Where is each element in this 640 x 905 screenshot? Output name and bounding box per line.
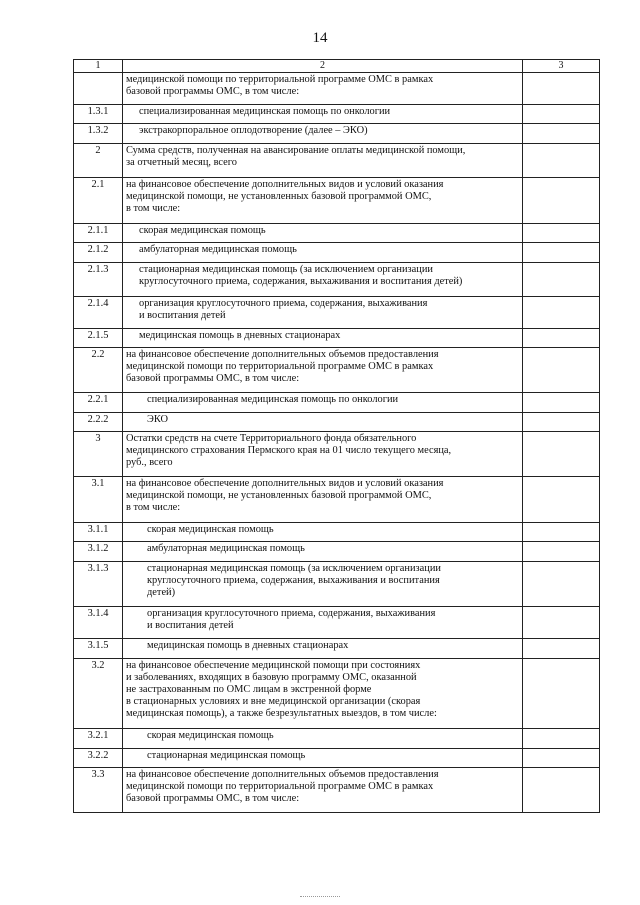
row-description: организация круглосуточного приема, содержания, выхаживания и воспитания детей [123,607,523,639]
row-value [523,297,600,329]
table-row [74,393,600,413]
column-header-3: 3 [523,60,600,73]
row-number: 3.3 [74,768,123,813]
page-number: 14 [312,30,328,46]
table-row [74,542,600,562]
table-row [74,749,600,768]
row-value [523,144,600,178]
row-description: организация круглосуточного приема, содержания, выхаживания и воспитания детей [123,297,523,329]
row-number: 3.2 [74,659,123,729]
row-value [523,329,600,348]
row-description: на финансовое обеспечение медицинской помощи при состояниях и заболеваниях, входящих в базовую программу ОМС, оказанной не застрахованным по ОМС лицам в экстренной форме в стационарных условиях и вне медицинской организации (скорая медицинская помощь), а также безрезультатных выездов, в том числе: [123,659,523,729]
row-number: 2.2.2 [74,413,123,432]
row-description: амбулаторная медицинская помощь [123,243,523,263]
row-description: на финансовое обеспечение дополнительных объемов предоставления медицинской помощи по территориальной программе ОМС в рамках базовой программы ОМС, в том числе: [123,768,523,813]
report-table [73,59,600,813]
row-number: 2.2 [74,348,123,393]
row-number: 3.2.2 [74,749,123,768]
row-number: 3.1.1 [74,523,123,542]
row-description: на финансовое обеспечение дополнительных объемов предоставления медицинской помощи по территориальной программе ОМС в рамках базовой программы ОМС, в том числе: [123,348,523,393]
row-description: медицинской помощи по территориальной программе ОМС в рамках базовой программы ОМС, в том числе: [123,73,523,105]
table-row [74,297,600,329]
table-row [74,243,600,263]
row-value [523,393,600,413]
row-description: экстракорпоральное оплодотворение (далее – ЭКО) [123,124,523,144]
table-row [74,413,600,432]
row-value [523,178,600,224]
row-description: специализированная медицинская помощь по онкологии [123,393,523,413]
row-value [523,542,600,562]
row-number [74,73,123,105]
row-number: 3.1.2 [74,542,123,562]
table-header-row [74,60,600,73]
table-row [74,607,600,639]
row-description: Сумма средств, полученная на авансирование оплаты медицинской помощи, за отчетный месяц, всего [123,144,523,178]
row-description: специализированная медицинская помощь по онкологии [123,105,523,124]
row-description: стационарная медицинская помощь (за исключением организации круглосуточного приема, содержания, выхаживания и воспитания детей) [123,263,523,297]
row-number: 2.1.4 [74,297,123,329]
row-value [523,607,600,639]
table-row [74,178,600,224]
table-row [74,263,600,297]
table-row [74,73,600,105]
table-row [74,768,600,813]
row-description: амбулаторная медицинская помощь [123,542,523,562]
row-value [523,105,600,124]
row-number: 2.1.2 [74,243,123,263]
row-value [523,768,600,813]
table-row [74,105,600,124]
table-row [74,144,600,178]
row-value [523,413,600,432]
row-value [523,124,600,144]
row-value [523,243,600,263]
column-header-2: 2 [123,60,523,73]
row-description: стационарная медицинская помощь [123,749,523,768]
row-value [523,659,600,729]
row-value [523,639,600,659]
row-number: 3.1 [74,477,123,523]
row-value [523,263,600,297]
row-value [523,749,600,768]
row-number: 3.1.4 [74,607,123,639]
table-row [74,562,600,607]
row-value [523,729,600,749]
row-description: на финансовое обеспечение дополнительных видов и условий оказания медицинской помощи, не установленных базовой программой ОМС, в том числе: [123,477,523,523]
table-row [74,329,600,348]
row-value [523,73,600,105]
table-row [74,659,600,729]
row-number: 2.1 [74,178,123,224]
row-number: 3.1.5 [74,639,123,659]
table-row [74,523,600,542]
row-number: 2.1.1 [74,224,123,243]
row-number: 3.1.3 [74,562,123,607]
row-value [523,348,600,393]
scan-artifact [300,896,340,898]
table-row [74,224,600,243]
table-row [74,639,600,659]
row-number: 2.1.5 [74,329,123,348]
row-value [523,432,600,477]
row-value [523,477,600,523]
row-description: скорая медицинская помощь [123,224,523,243]
row-value [523,562,600,607]
row-number: 3 [74,432,123,477]
row-description: медицинская помощь в дневных стационарах [123,639,523,659]
table-row [74,432,600,477]
table-body [74,73,600,813]
row-number: 3.2.1 [74,729,123,749]
table-row [74,124,600,144]
row-number: 1.3.1 [74,105,123,124]
row-number: 2.2.1 [74,393,123,413]
row-value [523,523,600,542]
row-value [523,224,600,243]
row-description: скорая медицинская помощь [123,523,523,542]
table-row [74,348,600,393]
row-number: 1.3.2 [74,124,123,144]
row-description: Остатки средств на счете Территориального фонда обязательного медицинского страхования Пермского края на 01 число текущего месяца, руб., всего [123,432,523,477]
row-number: 2.1.3 [74,263,123,297]
table-row [74,477,600,523]
table-row [74,729,600,749]
row-number: 2 [74,144,123,178]
column-header-1: 1 [74,60,123,73]
row-description: стационарная медицинская помощь (за исключением организации круглосуточного приема, содержания, выхаживания и воспитания детей) [123,562,523,607]
row-description: медицинская помощь в дневных стационарах [123,329,523,348]
row-description: ЭКО [123,413,523,432]
row-description: на финансовое обеспечение дополнительных видов и условий оказания медицинской помощи, не установленных базовой программой ОМС, в том числе: [123,178,523,224]
row-description: скорая медицинская помощь [123,729,523,749]
